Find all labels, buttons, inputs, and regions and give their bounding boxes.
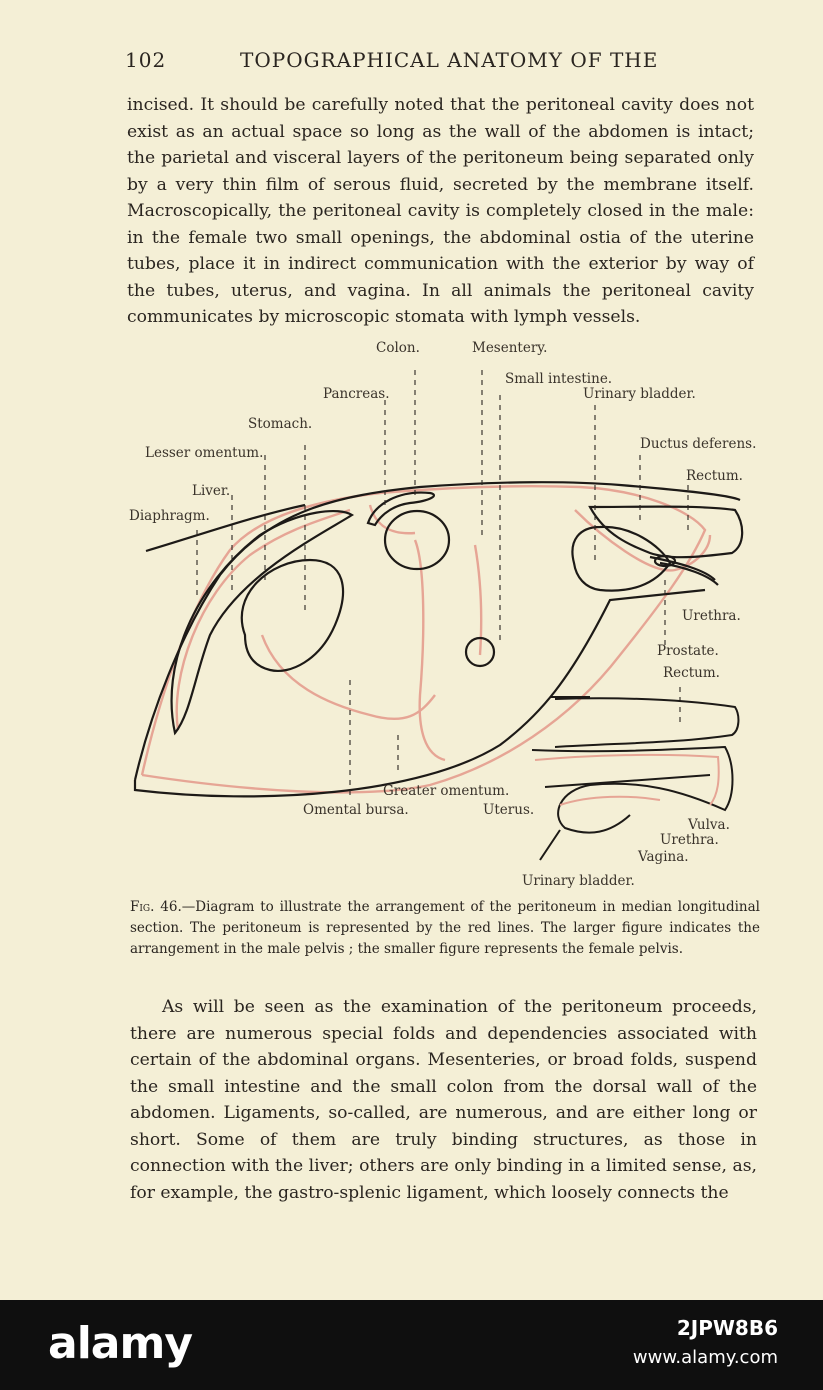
label-vagina: Vagina. <box>638 849 689 865</box>
label-diaphragm: Diaphragm. <box>129 508 210 524</box>
label-lesser-omentum: Lesser omentum. <box>145 445 264 461</box>
image-id: 2JPW8B6 <box>676 1316 778 1340</box>
label-mesentery: Mesentery. <box>472 340 548 356</box>
watermark-bar <box>0 1300 823 1390</box>
label-uterus: Uterus. <box>483 802 535 818</box>
caption-text: —Diagram to illustrate the arrangement of the peritoneum in median longitudinal section. The peritoneum is represented by the red lines. The larger figure indicates the arrangement in the male pelvis ; the smaller figure represents the female pelvis. <box>130 899 760 957</box>
label-urinary-bladder-bottom: Urinary bladder. <box>522 873 635 889</box>
label-rectum-female: Rectum. <box>663 665 720 681</box>
label-rectum-male: Rectum. <box>686 468 743 484</box>
page-number: 102 <box>125 48 167 72</box>
label-urethra-female: Urethra. <box>660 832 719 848</box>
peritoneum-diagram <box>120 335 770 895</box>
figure-caption <box>130 897 760 960</box>
paragraph-1: incised. It should be carefully noted that the peritoneal cavity does not exist as an actual space so long as the wall of the abdomen is intact; the parietal and visceral layers of the peritoneum being separated only by a very thin film of serous fluid, secreted by the membrane itself. Macroscopically, the peritoneal cavity is completely closed in the male: in the female two small openings, the abdominal ostia of the uterine tubes, place it in indirect communication with the exterior by way of the tubes, uterus, and vagina. In all animals the peritoneal cavity communicates by microscopic stomata with lymph vessels. <box>127 95 754 327</box>
label-ductus-deferens: Ductus deferens. <box>640 436 757 452</box>
label-greater-omentum: Greater omentum. <box>383 783 510 799</box>
label-omental-bursa: Omental bursa. <box>303 802 409 818</box>
label-vulva: Vulva. <box>688 817 730 833</box>
running-title: TOPOGRAPHICAL ANATOMY OF THE <box>240 48 659 72</box>
figure-number: Fig. 46. <box>130 899 182 915</box>
figure-46 <box>120 335 770 895</box>
brand-logo: alamy <box>48 1318 192 1369</box>
label-prostate: Prostate. <box>657 643 719 659</box>
label-colon: Colon. <box>376 340 420 356</box>
label-liver: Liver. <box>192 483 231 499</box>
paragraph-2: As will be seen as the examination of the peritoneum proceeds, there are numerous special folds and dependencies associated with certain of the abdominal organs. Mesenteries, or broad folds, suspend the small intestine and the small colon from the dorsal wall of the abdomen. Ligaments, so-called, are numerous, and are either long or short. Some of them are truly binding structures, as those in connection with the liver; others are only binding in a limited sense, as, for example, the gastro-splenic ligament, which loosely connects the <box>130 997 757 1203</box>
label-pancreas: Pancreas. <box>323 386 390 402</box>
leader-lines <box>197 370 688 795</box>
label-stomach: Stomach. <box>248 416 313 432</box>
source-url: www.alamy.com <box>632 1347 778 1368</box>
label-urethra-male: Urethra. <box>682 608 741 624</box>
peritoneum-lines <box>142 486 710 792</box>
label-small-intestine: Small intestine. <box>505 371 613 387</box>
label-urinary-bladder-top: Urinary bladder. <box>583 386 696 402</box>
